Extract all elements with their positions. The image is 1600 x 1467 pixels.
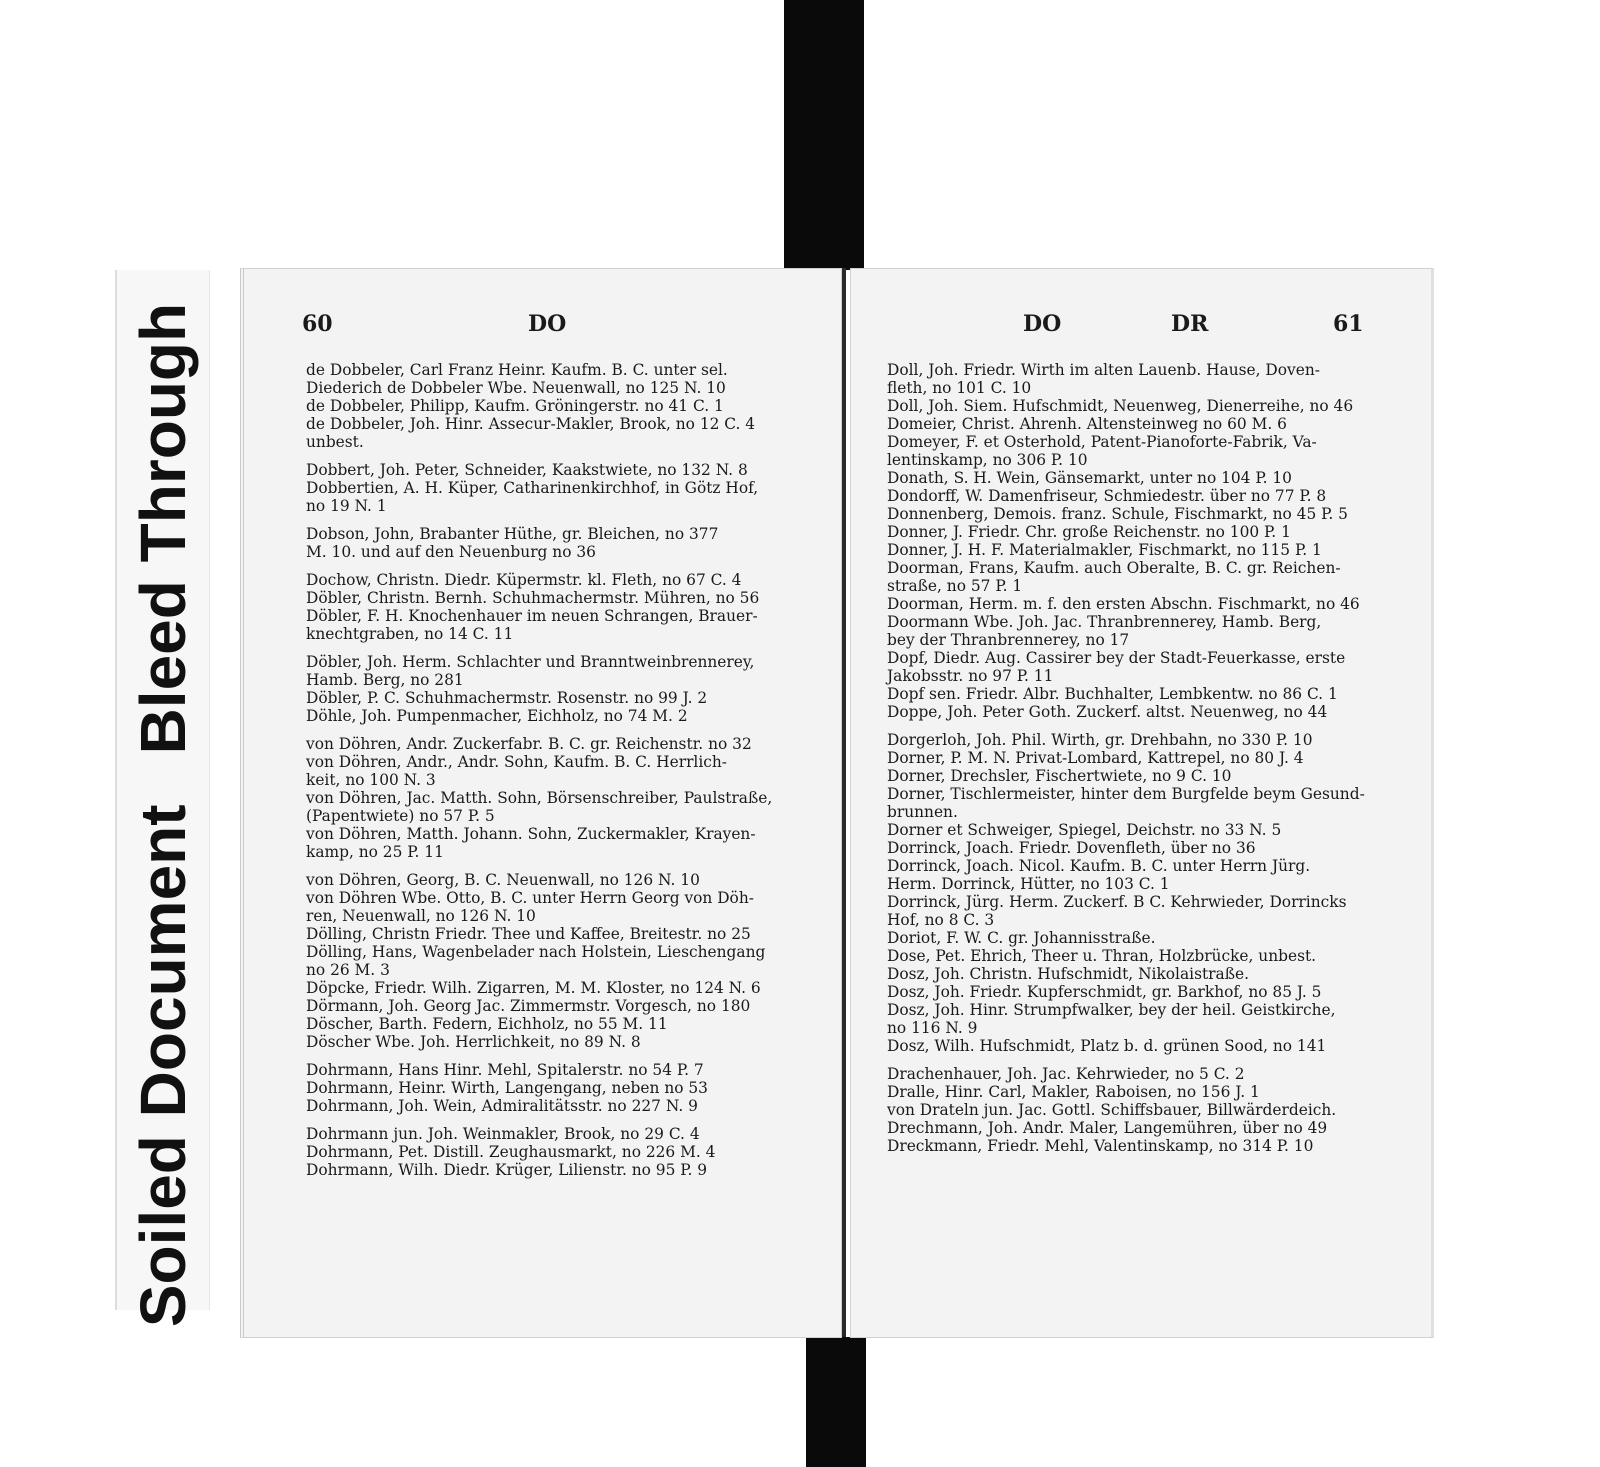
directory-entry <box>306 1033 823 1051</box>
entry-line: Döpcke, Friedr. Wilh. Zigarren, M. M. Kloster, no 124 N. 6 <box>306 979 761 997</box>
directory-entry <box>306 1061 823 1079</box>
stamp-line-1: Soiled Document <box>127 804 199 1328</box>
entry-line: Donnenberg, Demois. franz. Schule, Fischmarkt, no 45 P. 5 <box>887 505 1348 523</box>
entry-line: Döbler, P. C. Schuhmachermstr. Rosenstr. no 99 J. 2 <box>306 689 708 707</box>
entry-line: Dobbert, Joh. Peter, Schneider, Kaakstwiete, no 132 N. 8 <box>306 461 748 479</box>
entry-line: von Döhren, Georg, B. C. Neuenwall, no 126 N. 10 <box>306 871 700 889</box>
entry-line: Dohrmann, Wilh. Diedr. Krüger, Lilienstr. no 95 P. 9 <box>306 1161 708 1179</box>
entry-line: de Dobbeler, Joh. Hinr. Assecur-Makler, Brook, no 12 C. 4 <box>306 415 756 433</box>
entry-line: Dochow, Christn. Diedr. Küpermstr. kl. Fleth, no 67 C. 4 <box>306 571 742 589</box>
entry-continuation: Jakobsstr. no 97 P. 11 <box>887 667 1054 685</box>
directory-entry <box>306 1015 823 1033</box>
entry-line: Dreckmann, Friedr. Mehl, Valentinskamp, no 314 P. 10 <box>887 1137 1314 1155</box>
page-number: 61 <box>1333 311 1364 337</box>
directory-entries <box>887 361 1401 1155</box>
entry-line: Dorner, Drechsler, Fischertwiete, no 9 C. 10 <box>887 767 1232 785</box>
directory-entry <box>887 487 1401 505</box>
entry-line: Drechmann, Joh. Andr. Maler, Langemühren, über no 49 <box>887 1119 1328 1137</box>
entry-line: Doriot, F. W. C. gr. Johannisstraße. <box>887 929 1156 947</box>
entry-continuation: Hamb. Berg, no 281 <box>306 671 464 689</box>
watermark-stamp <box>115 270 210 1328</box>
entry-line: von Döhren, Andr., Andr. Sohn, Kaufm. B. C. Herrlich- <box>306 753 728 771</box>
directory-entry <box>887 1137 1401 1155</box>
directory-entry <box>306 1143 823 1161</box>
entry-line: von Döhren, Andr. Zuckerfabr. B. C. gr. Reichenstr. no 32 <box>306 735 752 753</box>
entry-line: Dobbertien, A. H. Küper, Catharinenkirchhof, in Götz Hof, <box>306 479 759 497</box>
entry-line: Dondorff, W. Damenfriseur, Schmiedestr. über no 77 P. 8 <box>887 487 1327 505</box>
entry-continuation: fleth, no 101 C. 10 <box>887 379 1032 397</box>
entry-continuation: bey der Thranbrennerey, no 17 <box>887 631 1130 649</box>
directory-entry <box>306 479 823 515</box>
entry-line: Doorman, Frans, Kaufm. auch Oberalte, B. C. gr. Reichen- <box>887 559 1341 577</box>
entry-line: Dorner, P. M. N. Privat-Lombard, Kattrepel, no 80 J. 4 <box>887 749 1304 767</box>
entry-line: Dorrinck, Jürg. Herm. Zuckerf. B C. Kehrwieder, Dorrincks <box>887 893 1347 911</box>
entry-line: Dohrmann, Hans Hinr. Mehl, Spitalerstr. no 54 P. 7 <box>306 1061 704 1079</box>
directory-entry <box>887 1001 1401 1037</box>
entry-line: Dohrmann jun. Joh. Weinmakler, Brook, no 29 C. 4 <box>306 1125 700 1143</box>
directory-entry <box>306 979 823 997</box>
directory-entry <box>306 1079 823 1097</box>
entry-line: Döhle, Joh. Pumpenmacher, Eichholz, no 74 M. 2 <box>306 707 688 725</box>
stamp-line-2: Bleed Through <box>127 302 199 755</box>
directory-entry <box>887 857 1401 893</box>
directory-entry <box>306 397 823 415</box>
stamp-text <box>126 253 200 1327</box>
entry-line: Doll, Joh. Siem. Hufschmidt, Neuenweg, Dienerreihe, no 46 <box>887 397 1354 415</box>
entry-continuation: ren, Neuenwall, no 126 N. 10 <box>306 907 536 925</box>
directory-entry <box>306 689 823 707</box>
entry-continuation: keit, no 100 N. 3 <box>306 771 436 789</box>
entry-continuation: (Papentwiete) no 57 P. 5 <box>306 807 495 825</box>
left-page-header <box>244 311 841 341</box>
entry-line: de Dobbeler, Philipp, Kaufm. Gröningerstr. no 41 C. 1 <box>306 397 724 415</box>
directory-entry <box>887 839 1401 857</box>
directory-entry <box>306 997 823 1015</box>
directory-entry <box>887 505 1401 523</box>
directory-entry <box>306 607 823 643</box>
entry-line: Döscher Wbe. Joh. Herrlichkeit, no 89 N. 8 <box>306 1033 641 1051</box>
entry-line: Doppe, Joh. Peter Goth. Zuckerf. altst. Neuenweg, no 44 <box>887 703 1328 721</box>
entry-continuation: brunnen. <box>887 803 958 821</box>
directory-entry <box>887 541 1401 559</box>
entry-line: Dohrmann, Pet. Distill. Zeughausmarkt, no 226 M. 4 <box>306 1143 716 1161</box>
entry-line: von Drateln jun. Jac. Gottl. Schiffsbauer, Billwärderdeich. <box>887 1101 1337 1119</box>
entry-continuation: straße, no 57 P. 1 <box>887 577 1023 595</box>
directory-entry <box>887 947 1401 965</box>
directory-entry <box>306 361 823 397</box>
entry-line: Dorrinck, Joach. Nicol. Kaufm. B. C. unter Herrn Jürg. <box>887 857 1311 875</box>
directory-entry <box>887 1065 1401 1083</box>
entry-continuation: lentinskamp, no 306 P. 10 <box>887 451 1088 469</box>
entry-line: Dorner, Tischlermeister, hinter dem Burgfelde beym Gesund- <box>887 785 1365 803</box>
entry-line: Dörmann, Joh. Georg Jac. Zimmermstr. Vorgesch, no 180 <box>306 997 751 1015</box>
entry-line: Döbler, Joh. Herm. Schlachter und Branntweinbrennerey, <box>306 653 755 671</box>
directory-entry <box>306 871 823 889</box>
entry-line: Donath, S. H. Wein, Gänsemarkt, unter no 104 P. 10 <box>887 469 1292 487</box>
directory-entry <box>887 703 1401 721</box>
directory-entry <box>306 653 823 689</box>
directory-entry <box>306 753 823 789</box>
directory-entry <box>887 595 1401 613</box>
directory-entry <box>306 1125 823 1143</box>
directory-entry <box>306 735 823 753</box>
directory-entry <box>306 789 823 825</box>
entry-line: Doorman, Herm. m. f. den ersten Abschn. Fischmarkt, no 46 <box>887 595 1360 613</box>
entry-line: von Döhren, Jac. Matth. Sohn, Börsenschreiber, Paulstraße, <box>306 789 773 807</box>
left-page <box>240 268 842 1338</box>
entry-line: Dopf sen. Friedr. Albr. Buchhalter, Lembkentw. no 86 C. 1 <box>887 685 1338 703</box>
entry-line: Dopf, Diedr. Aug. Cassirer bey der Stadt-Feuerkasse, erste <box>887 649 1346 667</box>
entry-continuation: Diederich de Dobbeler Wbe. Neuenwall, no 125 N. 10 <box>306 379 726 397</box>
entry-line: Dölling, Hans, Wagenbelader nach Holstein, Lieschengang <box>306 943 766 961</box>
entry-continuation: no 26 M. 3 <box>306 961 390 979</box>
entry-line: von Döhren Wbe. Otto, B. C. unter Herrn Georg von Döh- <box>306 889 754 907</box>
directory-entry <box>887 415 1401 433</box>
entry-line: Doll, Joh. Friedr. Wirth im alten Lauenb. Hause, Doven- <box>887 361 1320 379</box>
directory-entry <box>306 525 823 561</box>
entry-continuation: kamp, no 25 P. 11 <box>306 843 444 861</box>
directory-entry <box>887 433 1401 469</box>
entry-line: Drachenhauer, Joh. Jac. Kehrwieder, no 5 C. 2 <box>887 1065 1245 1083</box>
running-header: DO <box>528 311 567 337</box>
directory-entry <box>887 685 1401 703</box>
directory-entry <box>887 731 1401 749</box>
entry-line: Dölling, Christn Friedr. Thee und Kaffee, Breitestr. no 25 <box>306 925 751 943</box>
entry-line: Dohrmann, Joh. Wein, Admiralitätsstr. no 227 N. 9 <box>306 1097 698 1115</box>
directory-entry <box>306 825 823 861</box>
entry-line: Döbler, F. H. Knochenhauer im neuen Schrangen, Brauer- <box>306 607 758 625</box>
directory-entry <box>887 649 1401 685</box>
binding-tape-bottom <box>806 1337 866 1467</box>
entry-line: Döscher, Barth. Federn, Eichholz, no 55 M. 11 <box>306 1015 668 1033</box>
entry-line: Doormann Wbe. Joh. Jac. Thranbrennerey, Hamb. Berg, <box>887 613 1322 631</box>
directory-entry <box>887 785 1401 821</box>
directory-entry <box>306 1161 823 1179</box>
entry-line: Dose, Pet. Ehrich, Theer u. Thran, Holzbrücke, unbest. <box>887 947 1317 965</box>
entry-line: Domeier, Christ. Ahrenh. Altensteinweg no 60 M. 6 <box>887 415 1287 433</box>
directory-entry <box>887 523 1401 541</box>
entry-line: Donner, J. H. F. Materialmakler, Fischmarkt, no 115 P. 1 <box>887 541 1322 559</box>
directory-entry <box>306 415 823 451</box>
running-header-right: DR <box>1171 311 1209 337</box>
directory-entry <box>887 397 1401 415</box>
entry-line: Dohrmann, Heinr. Wirth, Langengang, neben no 53 <box>306 1079 708 1097</box>
directory-entry <box>306 1097 823 1115</box>
entry-line: von Döhren, Matth. Johann. Sohn, Zuckermakler, Krayen- <box>306 825 756 843</box>
entry-continuation: Hof, no 8 C. 3 <box>887 911 995 929</box>
directory-entry <box>887 893 1401 929</box>
entry-line: Domeyer, F. et Osterhold, Patent-Pianoforte-Fabrik, Va- <box>887 433 1317 451</box>
directory-entry <box>887 469 1401 487</box>
entry-line: Dosz, Wilh. Hufschmidt, Platz b. d. grünen Sood, no 141 <box>887 1037 1327 1055</box>
directory-entry <box>887 1119 1401 1137</box>
directory-entry <box>306 461 823 479</box>
entry-line: Dorgerloh, Joh. Phil. Wirth, gr. Drehbahn, no 330 P. 10 <box>887 731 1313 749</box>
entry-line: Dosz, Joh. Christn. Hufschmidt, Nikolaistraße. <box>887 965 1249 983</box>
directory-entry <box>887 361 1401 397</box>
entry-line: Dorrinck, Joach. Friedr. Dovenfleth, über no 36 <box>887 839 1256 857</box>
directory-entry <box>306 707 823 725</box>
entry-continuation: Herm. Dorrinck, Hütter, no 103 C. 1 <box>887 875 1170 893</box>
right-page-header <box>851 311 1431 341</box>
directory-entry <box>887 929 1401 947</box>
entry-continuation: no 116 N. 9 <box>887 1019 978 1037</box>
page-number: 60 <box>302 311 333 337</box>
directory-entry <box>306 943 823 979</box>
entry-line: Donner, J. Friedr. Chr. große Reichenstr. no 100 P. 1 <box>887 523 1291 541</box>
directory-entry <box>887 613 1401 649</box>
directory-entry <box>887 983 1401 1001</box>
directory-entry <box>306 589 823 607</box>
right-page <box>850 268 1434 1338</box>
directory-entry <box>887 749 1401 767</box>
directory-entries <box>306 361 823 1179</box>
entry-continuation: knechtgraben, no 14 C. 11 <box>306 625 514 643</box>
directory-entry <box>887 767 1401 785</box>
entry-line: Dosz, Joh. Friedr. Kupferschmidt, gr. Barkhof, no 85 J. 5 <box>887 983 1322 1001</box>
running-header-left: DO <box>1023 311 1062 337</box>
directory-entry <box>306 571 823 589</box>
directory-entry <box>887 1101 1401 1119</box>
entry-continuation: M. 10. und auf den Neuenburg no 36 <box>306 543 596 561</box>
entry-line: Dralle, Hinr. Carl, Makler, Raboisen, no 156 J. 1 <box>887 1083 1260 1101</box>
entry-continuation: no 19 N. 1 <box>306 497 387 515</box>
entry-line: Dorner et Schweiger, Spiegel, Deichstr. no 33 N. 5 <box>887 821 1282 839</box>
directory-entry <box>887 965 1401 983</box>
directory-entry <box>887 1037 1401 1055</box>
entry-continuation: unbest. <box>306 433 364 451</box>
directory-entry <box>306 889 823 925</box>
binding-tape-top <box>784 0 864 270</box>
entry-line: Döbler, Christn. Bernh. Schuhmachermstr. Mühren, no 56 <box>306 589 760 607</box>
entry-line: de Dobbeler, Carl Franz Heinr. Kaufm. B. C. unter sel. <box>306 361 728 379</box>
directory-entry <box>887 1083 1401 1101</box>
directory-entry <box>306 925 823 943</box>
entry-line: Dobson, John, Brabanter Hüthe, gr. Bleichen, no 377 <box>306 525 719 543</box>
directory-entry <box>887 821 1401 839</box>
entry-line: Dosz, Joh. Hinr. Strumpfwalker, bey der heil. Geistkirche, <box>887 1001 1336 1019</box>
directory-entry <box>887 559 1401 595</box>
